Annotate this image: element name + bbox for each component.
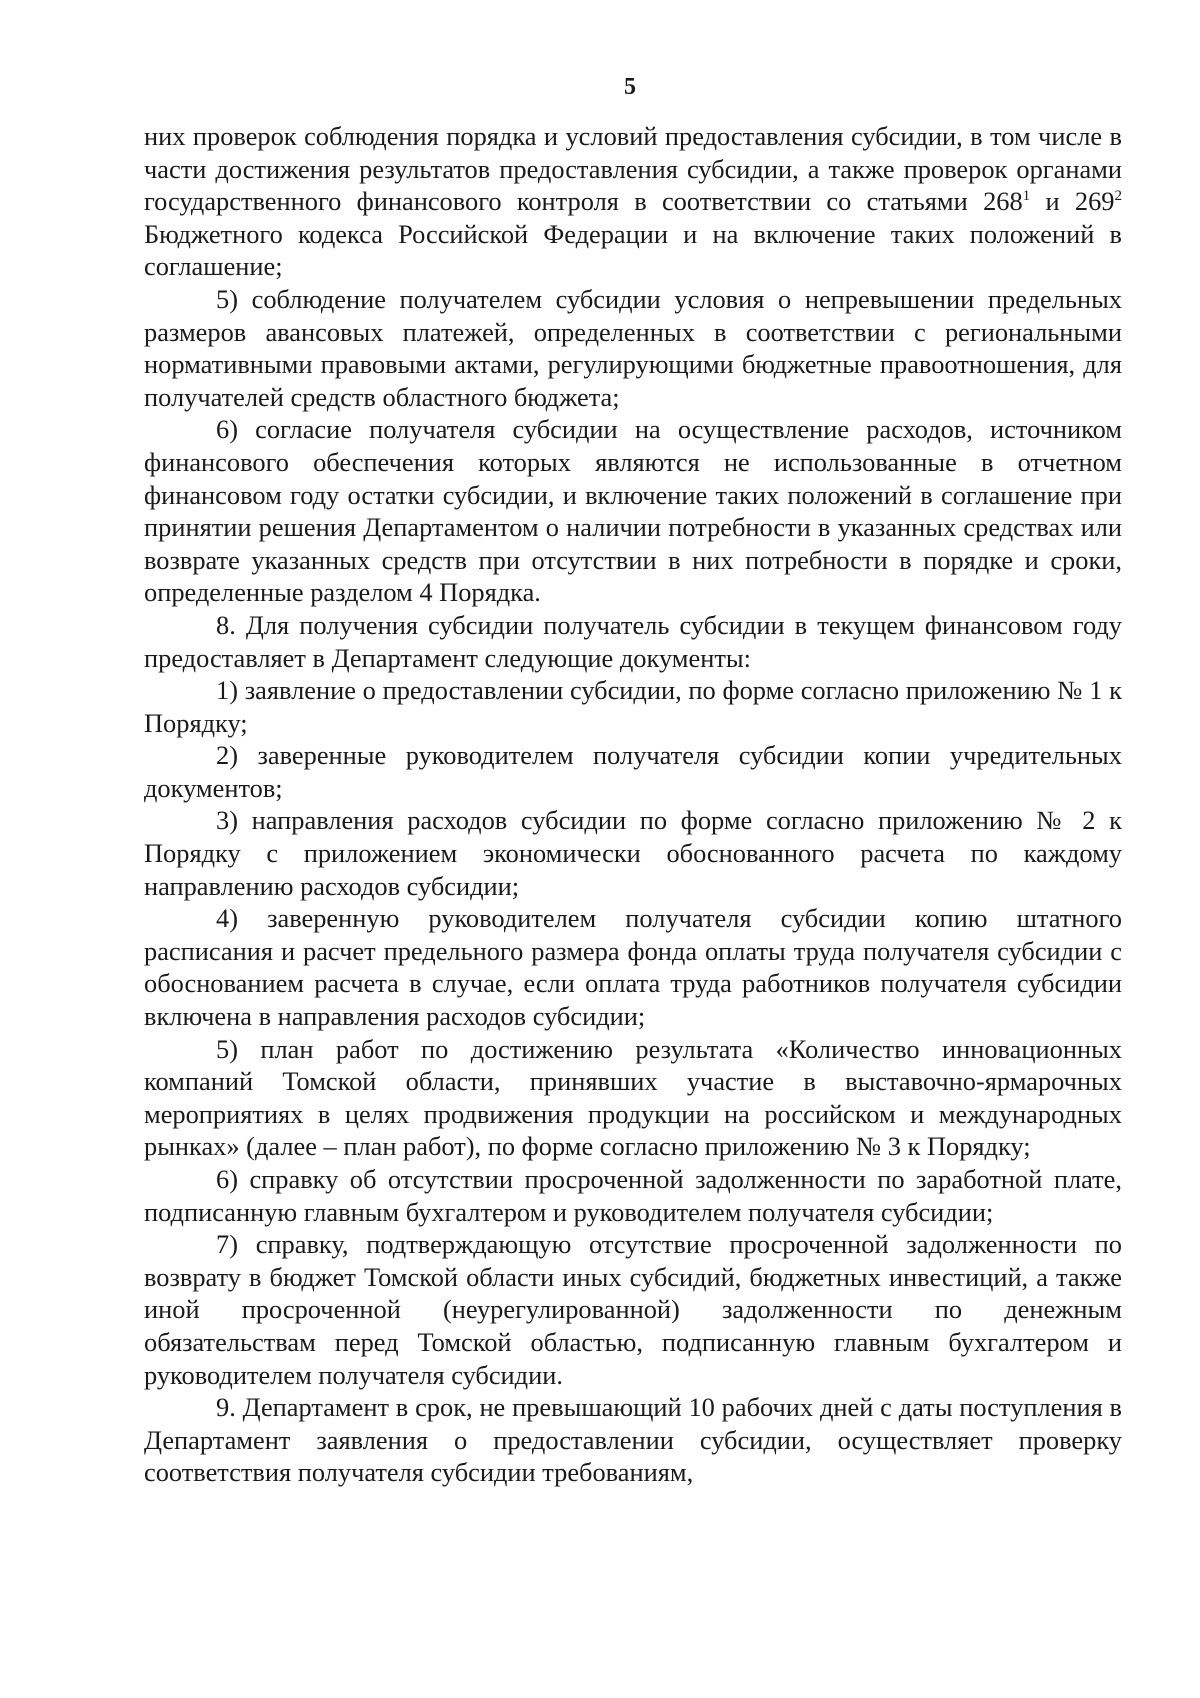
paragraph-doc-6: 6) справку об отсутствии просроченной задолженности по заработной плате, подписанную главным бухгалтером и руководителем получателя субсидии; (144, 1164, 1122, 1227)
paragraph-text: них проверок соблюдения порядка и условий предоставления субсидии, в том числе в части достижения результатов предоставления субсидии, а также проверок органами государственного финансового контроля в соответствии со статьями 268 (144, 121, 1122, 217)
paragraph-doc-3: 3) направления расходов субсидии по форме согласно приложению № 2 к Порядку с приложением экономически обоснованного расчета по каждому направлению расходов субсидии; (144, 805, 1122, 901)
paragraph-text: Бюджетного кодекса Российской Федерации и на включение таких положений в соглашение; (144, 218, 1122, 282)
document-body (144, 120, 1122, 1489)
superscript-2: 2 (1114, 188, 1122, 205)
paragraph-item-5: 5) соблюдение получателем субсидии условия о непревышении предельных размеров авансовых платежей, определенных в соответствии с региональными нормативными правовыми актами, регулирующими бюджетные правоотношения, для получателей средств областного бюджета; (144, 283, 1122, 412)
paragraph-doc-4: 4) заверенную руководителем получателя субсидии копию штатного расписания и расчет предельного размера фонда оплаты труда получателя субсидии с обоснованием расчета в случае, если оплата труда работников получателя субсидии включена в направления расходов субсидии; (144, 903, 1122, 1032)
page-number: 5 (624, 74, 636, 100)
paragraph-doc-7: 7) справку, подтверждающую отсутствие просроченной задолженности по возврату в бюджет Томской области иных субсидий, бюджетных инвестиций, а также иной просроченной (неурегулированной) задолженности по денежным обязательствам перед Томской областью, подписанную главным бухгалтером и руководителем получателя субсидии. (144, 1229, 1122, 1390)
paragraph-continuation (144, 120, 1122, 283)
paragraph-clause-9: 9. Департамент в срок, не превышающий 10 рабочих дней с даты поступления в Департамент заявления о предоставлении субсидии, осуществляет проверку соответствия получателя субсидии требованиям, (144, 1392, 1122, 1488)
paragraph-text: и 269 (1030, 186, 1115, 217)
paragraph-doc-2: 2) заверенные руководителем получателя субсидии копии учредительных документов; (144, 740, 1122, 803)
paragraph-doc-5: 5) план работ по достижению результата «Количество инновационных компаний Томской области, принявших участие в выставочно-ярмарочных мероприятиях в целях продвижения продукции на российском и международных рынках» (далее – план работ), по форме согласно приложению № 3 к Порядку; (144, 1033, 1122, 1162)
paragraph-clause-8: 8. Для получения субсидии получатель субсидии в текущем финансовом году предоставляет в Департамент следующие документы: (144, 609, 1122, 673)
superscript-1: 1 (1022, 188, 1031, 205)
paragraph-doc-1: 1) заявление о предоставлении субсидии, по форме согласно приложению № 1 к Порядку; (144, 675, 1122, 738)
paragraph-item-6: 6) согласие получателя субсидии на осуществление расходов, источником финансового обеспечения которых являются не использованные в отчетном финансовом году остатки субсидии, и включение таких положений в соглашение при принятии решения Департаментом о наличии потребности в указанных средствах или возврате указанных средств при отсутствии в них потребности в порядке и сроки, определенные разделом 4 Порядка. (144, 414, 1122, 608)
